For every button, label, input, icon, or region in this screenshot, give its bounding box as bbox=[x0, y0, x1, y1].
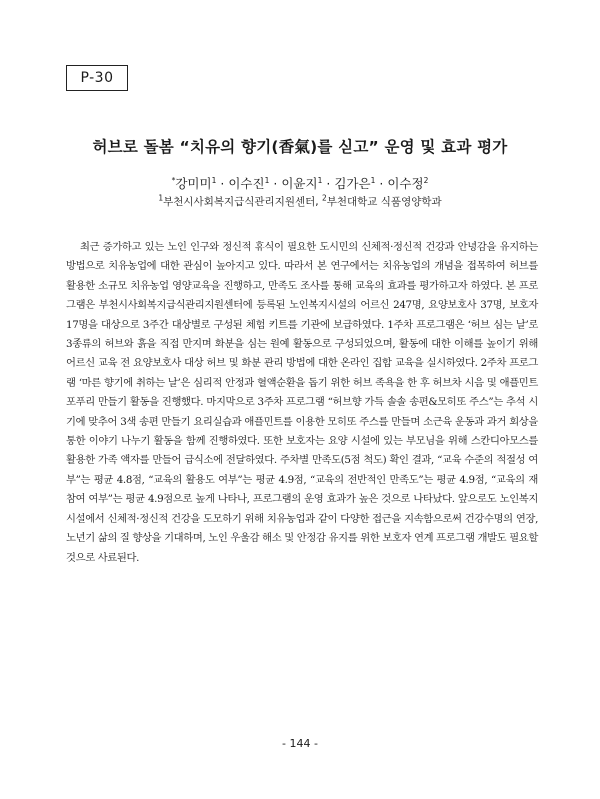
author-list: *강미미$^1$ · 이수진$^1$ · 이윤지$^1$ · 김가은$^1$ · 이수정$^2$ bbox=[171, 175, 429, 191]
author: 이수정$^2$ bbox=[387, 175, 429, 191]
author: 이수진$^1$ bbox=[228, 175, 270, 191]
page-number: - 144 - bbox=[282, 737, 318, 750]
affiliation: $^1$부천시사회복지급식관리지원센터, bbox=[158, 193, 319, 208]
author: 이윤지$^1$ bbox=[281, 175, 323, 191]
affiliations bbox=[0, 194, 600, 209]
author: *강미미$^1$ bbox=[171, 175, 217, 191]
abstract-body: 최근 증가하고 있는 노인 인구와 정신적 휴식이 필요한 도시민의 신체적·정신적 건강과 안녕감을 유지하는 방법으로 치유농업에 대한 관심이 높아지고 있다. 따라서 본 연구에서는 치유농업의 개념을 접목하여 허브를 활용한 소규모 치유농업 영양교육을 진행하고, 만족도 조사를 통해 교육의 효과를 평가하고자 하였다. 본 프로그램은 부천시사회복지급식관리지원센터에 등록된 노인복지시설의 어르신 247명, 요양보호사 37명, 보호자 17명을 대상으로 3주간 대상별로 구성된 체험 키트를 기관에 보급하였다. 1주차 프로그램은 ‘허브 심는 날’로 3종류의 허브와 흙을 직접 만지며 화분을 심는 원예 활동으로 구성되었으며, 활동에 대한 이해를 높이기 위해 어르신 교육 전 요양보호사 대상 허브 및 화분 관리 방법에 대한 온라인 집합 교육을 실시하였다. 2주차 프로그램 ‘마른 향기에 취하는 날’은 심리적 안정과 혈액순환을 돕기 위한 허브 족욕을 한 후 허브차 시음 및 애플민트 포푸리 만들기 활동을 진행했다. 마지막으로 3주차 프로그램 “허브향 가득 솔솔 송편&모히또 주스”는 추석 시기에 맞추어 3색 송편 만들기 요리실습과 애플민트를 이용한 모히또 주스를 만들며 소근육 운동과 과거 회상을 통한 이야기 나누기 활동을 함께 진행하였다. 또한 보호자는 요양 시설에 있는 부모님을 위해 스칸디아모스를 활용한 가족 액자를 만들어 급식소에 전달하였다. 주차별 만족도(5점 척도) 확인 결과, “교육 수준의 적절성 여부”는 평균 4.8점, “교육의 활용도 여부”는 평균 4.9점, “교육의 전반적인 만족도”는 평균 4.9점, “교육의 재 참여 여부”는 평균 4.9점으로 높게 나타나, 프로그램의 운영 효과가 높은 것으로 나타났다. 앞으로도 노인복지시설에서 신체적·정신적 건강을 도모하기 위해 치유농업과 같이 다양한 접근을 지속함으로써 건강수명의 연장, 노년기 삶의 질 향상을 기대하며, 노인 우울감 해소 및 안정감 유지를 위한 보호자 연계 프로그램 개발도 필요할 것으로 사료된다. bbox=[66, 241, 538, 564]
paper-title: 허브로 돌봄 “치유의 향기(香氣)를 싣고” 운영 및 효과 평가 bbox=[92, 138, 508, 156]
author: 김가은$^1$ bbox=[334, 175, 376, 191]
affiliation: $^2$부천대학교 식품영양학과 bbox=[321, 193, 442, 208]
poster-code: P-30 bbox=[66, 65, 128, 91]
